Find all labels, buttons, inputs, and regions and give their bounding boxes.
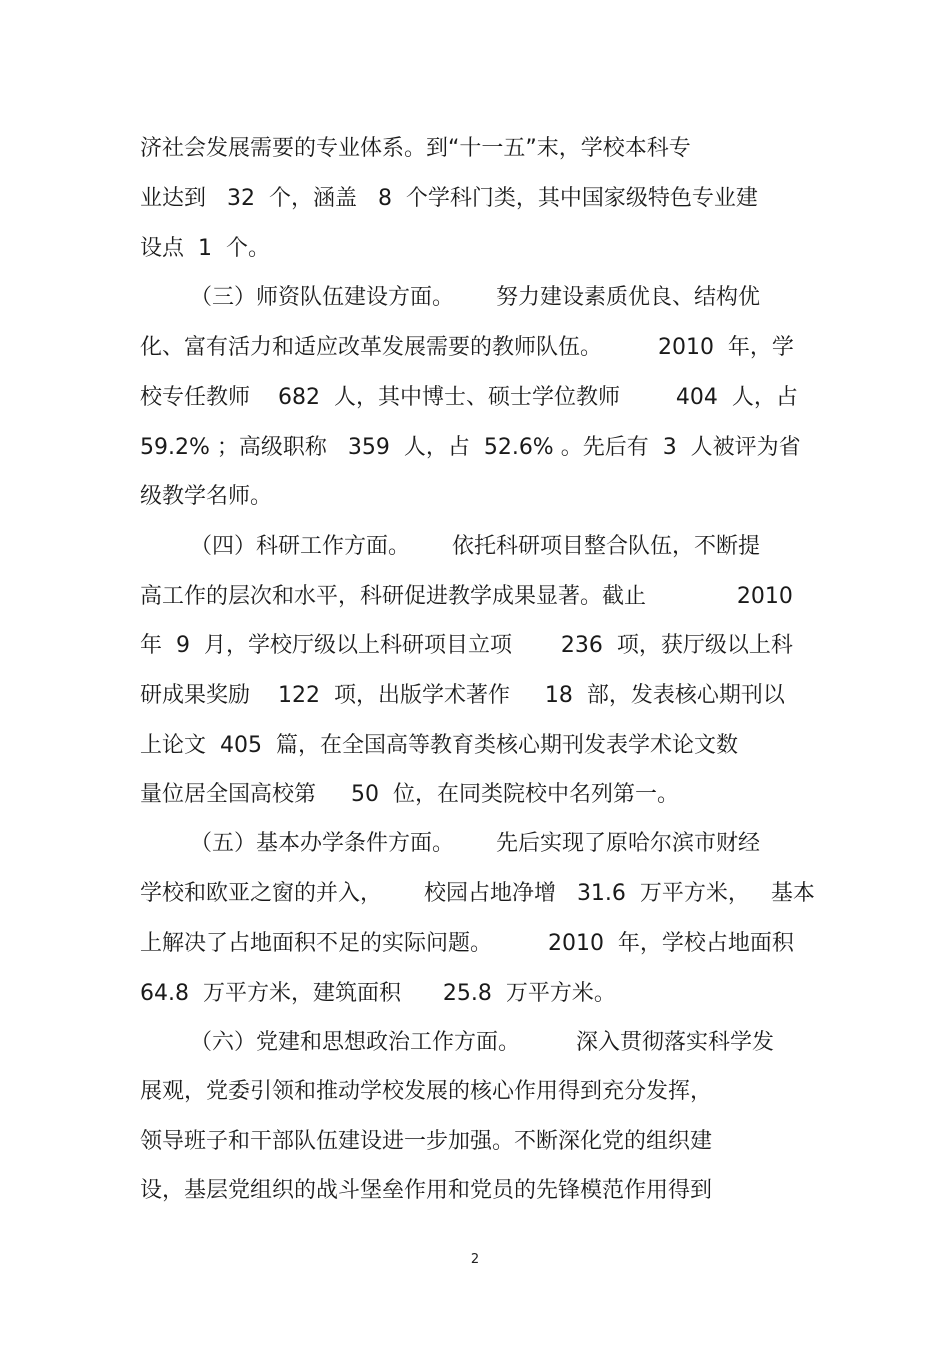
paragraph-line: 年 9 月，学校厅级以上科研项目立项 236 项，获厅级以上科 bbox=[140, 633, 793, 658]
paragraph-line: 展观，党委引领和推动学校发展的核心作用得到充分发挥， bbox=[140, 1079, 713, 1104]
paragraph-line: 业达到 32 个，涵盖 8 个学科门类，其中国家级特色专业建 bbox=[140, 186, 758, 211]
paragraph-line: 化、富有活力和适应改革发展需要的教师队伍。 2010 年，学 bbox=[140, 335, 794, 360]
section-heading-line: （四）科研工作方面。 依托科研项目整合队伍，不断提 bbox=[190, 534, 760, 559]
paragraph-line: 济社会发展需要的专业体系。到“十一五”末，学校本科专 bbox=[140, 136, 691, 161]
paragraph-line: 上论文 405 篇，在全国高等教育类核心期刊发表学术论文数 bbox=[140, 733, 738, 758]
section-heading-line: （五）基本办学条件方面。 先后实现了原哈尔滨市财经 bbox=[190, 831, 760, 856]
section-heading-line: （六）党建和思想政治工作方面。 深入贯彻落实科学发 bbox=[190, 1030, 774, 1055]
section-heading-line: （三）师资队伍建设方面。 努力建设素质优良、结构优 bbox=[190, 285, 760, 310]
paragraph-line: 领导班子和干部队伍建设进一步加强。不断深化党的组织建 bbox=[140, 1129, 713, 1154]
paragraph-line: 设点 1 个。 bbox=[140, 236, 270, 261]
paragraph-line: 研成果奖励 122 项，出版学术著作 18 部，发表核心期刊以 bbox=[140, 683, 785, 708]
paragraph-line: 量位居全国高校第 50 位，在同类院校中名列第一。 bbox=[140, 782, 679, 807]
paragraph-line: 学校和欧亚之窗的并入， 校园占地净增 31.6 万平方米， 基本 bbox=[140, 881, 815, 906]
paragraph-line: 64.8 万平方米，建筑面积 25.8 万平方米。 bbox=[140, 981, 616, 1006]
page-number: 2 bbox=[470, 1252, 480, 1267]
paragraph-line: 上解决了占地面积不足的实际问题。 2010 年，学校占地面积 bbox=[140, 931, 794, 956]
paragraph-line: 高工作的层次和水平，科研促进教学成果显著。截止 2010 bbox=[140, 584, 793, 609]
paragraph-line: 设，基层党组织的战斗堡垒作用和党员的先锋模范作用得到 bbox=[140, 1178, 713, 1203]
paragraph-line: 校专任教师 682 人，其中博士、硕士学位教师 404 人，占 bbox=[140, 385, 798, 410]
paragraph-line: 59.2% ；高级职称 359 人，占 52.6% 。先后有 3 人被评为省 bbox=[140, 435, 801, 460]
paragraph-line: 级教学名师。 bbox=[140, 484, 273, 509]
